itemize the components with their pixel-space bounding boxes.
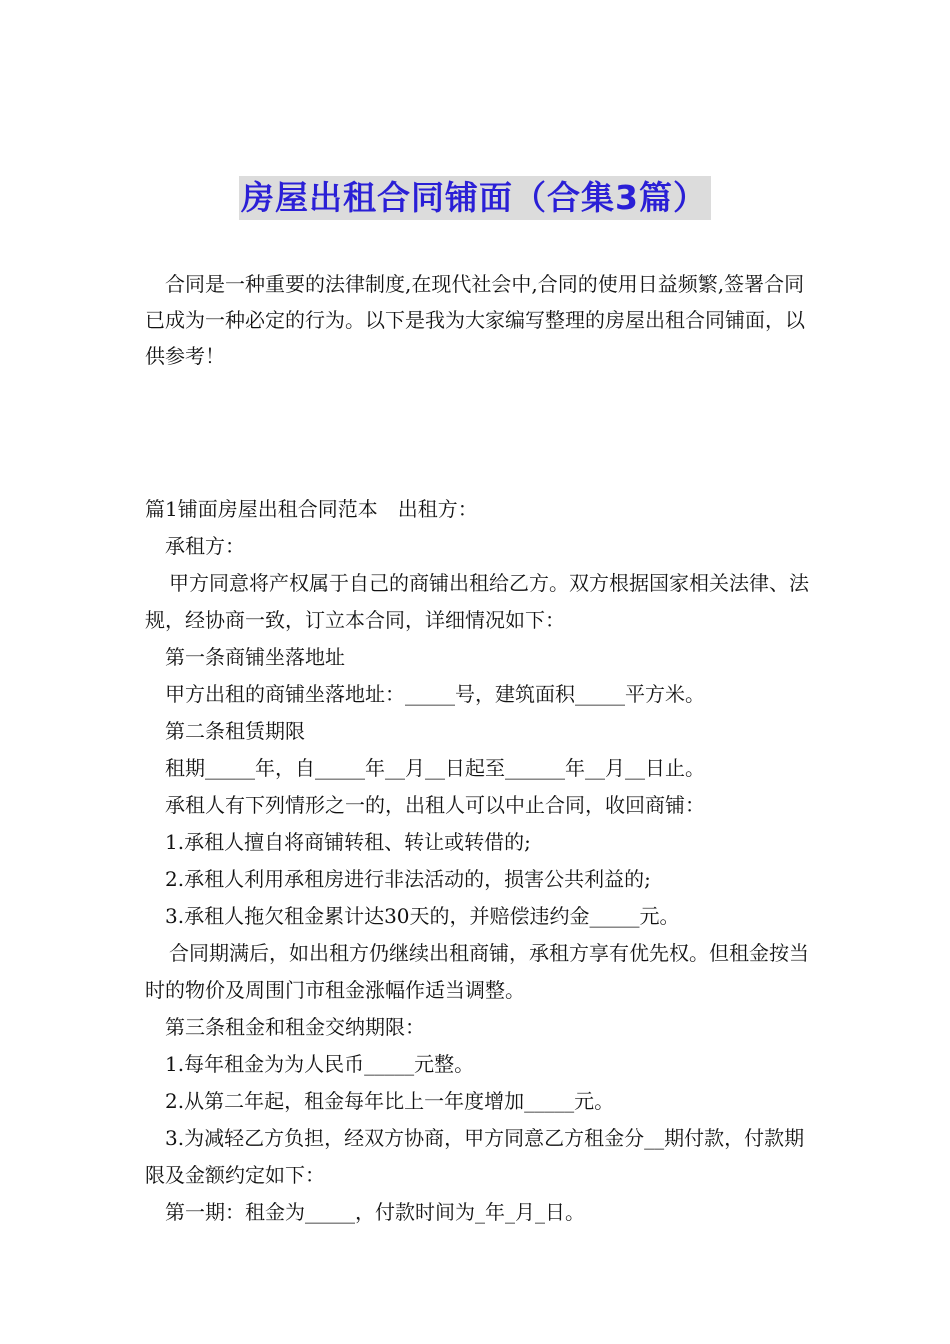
renewal-paragraph: 合同期满后，如出租方仍继续出租商铺，承租方享有优先权。但租金按当时的物价及周围门市租金涨幅作适当调整。 bbox=[145, 941, 809, 1002]
condition-item-3: 3.承租人拖欠租金累计达30天的，并赔偿违约金_____元。 bbox=[165, 904, 680, 928]
rent-item-3: 3.为减轻乙方负担，经双方协商，甲方同意乙方租金分__期付款，付款期限及金额约定如下： bbox=[145, 1126, 805, 1187]
agreement-paragraph: 甲方同意将产权属于自己的商铺出租给乙方。双方根据国家相关法律、法规，经协商一致，订立本合同，详细情况如下： bbox=[145, 571, 809, 632]
rent-item-2: 2.从第二年起，租金每年比上一年度增加_____元。 bbox=[165, 1089, 615, 1113]
paragraph-gap bbox=[145, 374, 810, 491]
article-2-heading: 第二条租赁期限 bbox=[165, 719, 305, 743]
document-body bbox=[145, 266, 810, 1231]
rent-item-1: 1.每年租金为为人民币_____元整。 bbox=[165, 1052, 475, 1076]
article-2-conditions: 承租人有下列情形之一的，出租人可以中止合同，收回商铺： bbox=[165, 793, 705, 817]
lessee-line: 承租方： bbox=[165, 534, 245, 558]
condition-item-2: 2.承租人利用承租房进行非法活动的，损害公共利益的; bbox=[165, 867, 651, 891]
intro-paragraph: 合同是一种重要的法律制度,在现代社会中,合同的使用日益频繁,签署合同已成为一种必定的行为。以下是我为大家编写整理的房屋出租合同铺面，以供参考！ bbox=[145, 272, 805, 368]
article-3-heading: 第三条租金和租金交纳期限： bbox=[165, 1015, 425, 1039]
title-container bbox=[0, 176, 950, 220]
section-heading: 篇1铺面房屋出租合同范本 出租方： bbox=[145, 497, 478, 521]
article-2-term: 租期_____年，自_____年__月__日起至______年__月__日止。 bbox=[165, 756, 705, 780]
article-1-text: 甲方出租的商铺坐落地址：_____号，建筑面积_____平方米。 bbox=[165, 682, 705, 706]
document-title: 房屋出租合同铺面（合集3篇） bbox=[239, 176, 711, 220]
condition-item-1: 1.承租人擅自将商铺转租、转让或转借的; bbox=[165, 830, 531, 854]
article-1-heading: 第一条商铺坐落地址 bbox=[165, 645, 345, 669]
first-installment: 第一期：租金为_____，付款时间为_年_月_日。 bbox=[165, 1200, 585, 1224]
